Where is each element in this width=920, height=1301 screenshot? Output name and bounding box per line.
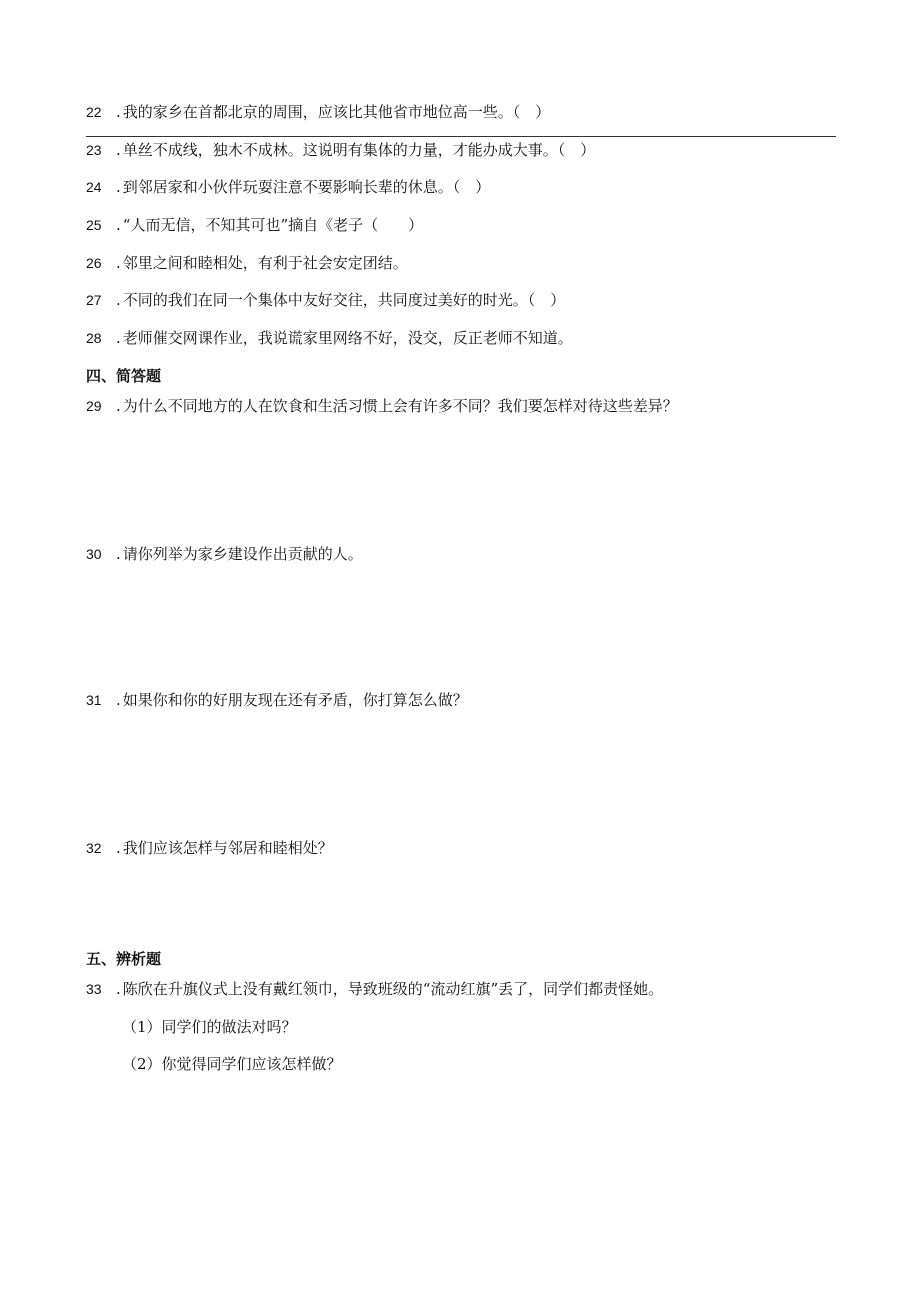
- question-text: 我的家乡在首都北京的周围，应该比其他省市地位高一些。（ ）: [122, 103, 551, 121]
- question-number: 28: [86, 330, 102, 346]
- question-32: 32 . 我们应该怎样与邻居和睦相处？: [86, 839, 333, 857]
- question-number: 32: [86, 840, 102, 856]
- question-text: 到邻居家和小伙伴玩耍注意不要影响长辈的休息。（ ）: [122, 178, 491, 196]
- question-number: 33: [86, 981, 102, 997]
- question-number: 23: [86, 142, 102, 158]
- question-24: 24 . 到邻居家和小伙伴玩耍注意不要影响长辈的休息。（ ）: [86, 178, 491, 196]
- question-number: 29: [86, 398, 102, 414]
- section-title-analysis: 五、辨析题: [86, 950, 162, 968]
- question-text: 为什么不同地方的人在饮食和生活习惯上会有许多不同？我们要怎样对待这些差异？: [122, 397, 678, 415]
- question-29: 29 . 为什么不同地方的人在饮食和生活习惯上会有许多不同？我们要怎样对待这些差异？: [86, 397, 678, 415]
- divider-line: [86, 136, 836, 137]
- question-22: 22 . 我的家乡在首都北京的周围，应该比其他省市地位高一些。（ ）: [86, 103, 551, 121]
- question-text: 邻里之间和睦相处，有利于社会安定团结。: [122, 254, 408, 272]
- question-number: 22: [86, 104, 102, 120]
- question-number: 26: [86, 255, 102, 271]
- question-number: 31: [86, 692, 102, 708]
- question-number: 25: [86, 217, 102, 233]
- sub-question-1: （1）同学们的做法对吗？: [122, 1018, 297, 1036]
- question-30: 30 . 请你列举为家乡建设作出贡献的人。: [86, 545, 363, 563]
- question-number: 27: [86, 292, 102, 308]
- question-31: 31 . 如果你和你的好朋友现在还有矛盾，你打算怎么做？: [86, 691, 468, 709]
- question-28: 28 . 老师催交网课作业，我说谎家里网络不好，没交，反正老师不知道。: [86, 329, 573, 347]
- question-23: 23 . 单丝不成线，独木不成林。这说明有集体的力量，才能办成大事。（ ）: [86, 141, 596, 159]
- question-text: 不同的我们在同一个集体中友好交往，共同度过美好的时光。（ ）: [122, 291, 566, 309]
- question-26: 26 . 邻里之间和睦相处，有利于社会安定团结。: [86, 254, 408, 272]
- question-27: 27 . 不同的我们在同一个集体中友好交往，共同度过美好的时光。（ ）: [86, 291, 566, 309]
- question-33: 33 . 陈欣在升旗仪式上没有戴红领巾，导致班级的“流动红旗”丢了，同学们都责怪她。: [86, 980, 664, 998]
- question-text: 请你列举为家乡建设作出贡献的人。: [122, 545, 363, 563]
- question-number: 24: [86, 179, 102, 195]
- question-text: “人而无信，不知其可也”摘自《老子（ ）: [122, 216, 424, 234]
- question-text: 陈欣在升旗仪式上没有戴红领巾，导致班级的“流动红旗”丢了，同学们都责怪她。: [122, 980, 664, 998]
- question-text: 老师催交网课作业，我说谎家里网络不好，没交，反正老师不知道。: [122, 329, 573, 347]
- question-text: 如果你和你的好朋友现在还有矛盾，你打算怎么做？: [122, 691, 468, 709]
- question-text: 单丝不成线，独木不成林。这说明有集体的力量，才能办成大事。（ ）: [122, 141, 596, 159]
- question-number: 30: [86, 546, 102, 562]
- question-25: 25 . “人而无信，不知其可也”摘自《老子（ ）: [86, 216, 424, 234]
- question-text: 我们应该怎样与邻居和睦相处？: [122, 839, 333, 857]
- section-title-short-answer: 四、简答题: [86, 367, 162, 385]
- sub-question-2: （2）你觉得同学们应该怎样做？: [122, 1055, 342, 1073]
